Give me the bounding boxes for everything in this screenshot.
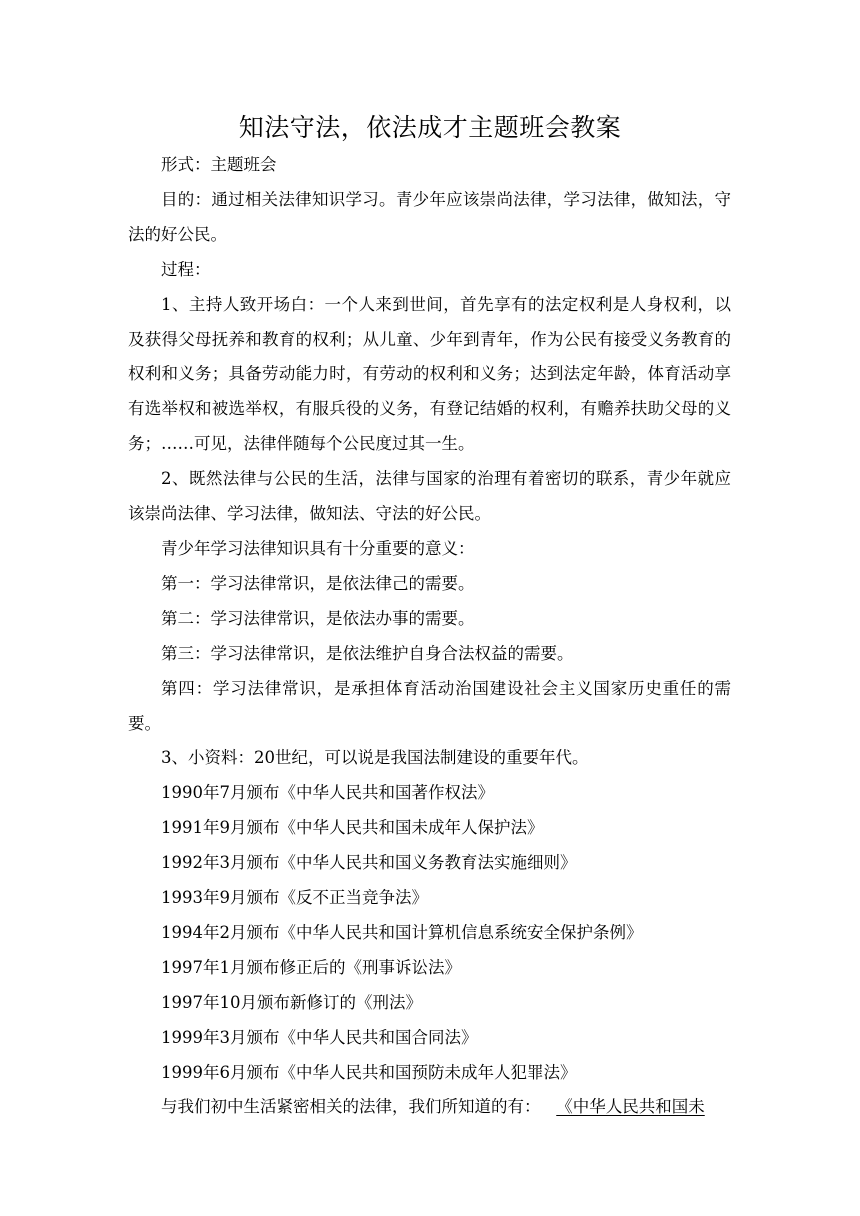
paragraph-relationship: 2、既然法律与公民的生活，法律与国家的治理有着密切的联系，青少年就应该崇尚法律、学习法律，做知法、守法的好公民。 — [128, 469, 731, 524]
document-body — [128, 148, 731, 1125]
purpose-paragraph: 目的：通过相关法律知识学习。青少年应该崇尚法律，学习法律，做知法，守法的好公民。 — [128, 189, 731, 244]
document-title: 知法守法，依法成才主题班会教案 — [238, 113, 622, 142]
law-item: 1997年10月颁布新修订的《刑法》 — [161, 992, 422, 1012]
law-item: 1997年1月颁布修正后的《刑事诉讼法》 — [161, 957, 461, 977]
law-item: 1991年9月颁布《中华人民共和国未成年人保护法》 — [161, 818, 544, 838]
law-item: 1992年3月颁布《中华人民共和国义务教育法实施细则》 — [161, 853, 577, 873]
law-item: 1993年9月颁布《反不正当竞争法》 — [161, 888, 428, 908]
process-label: 过程： — [161, 259, 211, 279]
law-item: 1999年6月颁布《中华人民共和国预防未成年人犯罪法》 — [161, 1062, 577, 1082]
related-laws-answer: 《中华人民共和国未 — [556, 1097, 705, 1117]
significance-point: 第三：学习法律常识，是依法维护自身合法权益的需要。 — [161, 643, 574, 663]
significance-intro: 青少年学习法律知识具有十分重要的意义： — [161, 538, 475, 558]
law-item: 1990年7月颁布《中华人民共和国著作权法》 — [161, 783, 494, 803]
law-item: 1999年3月颁布《中华人民共和国合同法》 — [161, 1027, 478, 1047]
form-line: 形式：主题班会 — [161, 155, 277, 174]
significance-point: 第四：学习法律常识，是承担体育活动治国建设社会主义国家历史重任的需要。 — [128, 678, 731, 733]
related-laws-prompt: 与我们初中生活紧密相关的法律，我们所知道的有： — [161, 1097, 541, 1117]
law-item: 1994年2月颁布《中华人民共和国计算机信息系统安全保护条例》 — [161, 922, 643, 942]
related-laws-line — [128, 1090, 731, 1125]
paragraph-opening: 1、主持人致开场白：一个人来到世间，首先享有的法定权利是人身权利，以及获得父母抚养和教育的权利；从儿童、少年到青年，作为公民有接受义务教育的权利和义务；具备劳动能力时，有劳动的权利和义务；达到法定年龄，体育活动享有选举权和被选举权，有服兵役的义务，有登记结婚的权利，有赡养扶助父母的义务；……可见，法律伴随每个公民度过其一生。 — [128, 294, 731, 454]
paragraph-materials: 3、小资料：20世纪，可以说是我国法制建设的重要年代。 — [161, 748, 589, 768]
significance-point: 第二：学习法律常识，是依法办事的需要。 — [161, 608, 475, 628]
significance-point: 第一：学习法律常识，是依法律己的需要。 — [161, 573, 475, 593]
